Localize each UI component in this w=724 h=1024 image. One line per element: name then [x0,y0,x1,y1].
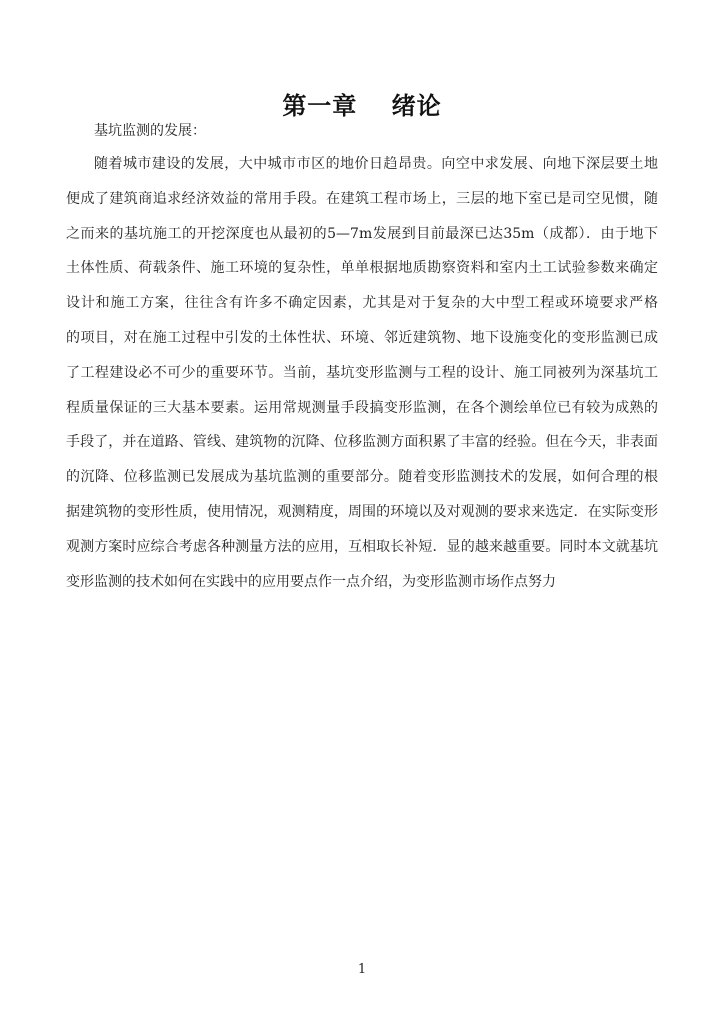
paragraph-line: 据建筑物的变形性质，使用情况，观测精度，周围的环境以及对观测的要求来选定．在实际变形 [66,503,658,520]
paragraph-line: 的沉降、位移监测已发展成为基坑监测的重要部分。随着变形监测技术的发展，如何合理的根 [66,469,658,486]
paragraph-line: 之而来的基坑施工的开挖深度也从最初的5—7m发展到目前最深已达35m（成都）．由于地下 [66,225,658,242]
paragraph-line: 变形监测的技术如何在实践中的应用要点作一点介绍，为变形监测市场作点努力 [66,573,556,590]
paragraph-line: 随着城市建设的发展，大中城市市区的地价日趋昂贵。向空中求发展、向地下深层要土地 [94,156,658,172]
paragraph-line: 设计和施工方案，往往含有许多不确定因素，尤其是对于复杂的大中型工程或环境要求严格 [66,295,658,312]
paragraph-line: 了工程建设必不可少的重要环节。当前，基坑变形监测与工程的设计、施工同被列为深基坑工 [66,364,658,381]
section-heading: 基坑监测的发展： [94,123,206,139]
paragraph-line: 的项目，对在施工过程中引发的土体性状、环境、邻近建筑物、地下设施变化的变形监测已成 [66,329,658,346]
paragraph-line: 便成了建筑商追求经济效益的常用手段。在建筑工程市场上，三层的地下室已是司空见惯，随 [66,190,658,207]
body-paragraph [66,152,658,604]
page-number: 1 [357,962,367,977]
paragraph-line: 观测方案时应综合考虑各种测量方法的应用，互相取长补短．显的越来越重要。同时本文就基坑 [66,538,658,555]
chapter-title: 第一章 绪论 [282,92,442,120]
paragraph-line: 程质量保证的三大基本要素。运用常规测量手段搞变形监测，在各个测绘单位已有较为成熟的 [66,399,658,416]
paragraph-line: 手段了，并在道路、管线、建筑物的沉降、位移监测方面积累了丰富的经验。但在今天，非表面 [66,434,658,451]
paragraph-line: 土体性质、荷载条件、施工环境的复杂性，单单根据地质勘察资料和室内土工试验参数来确定 [66,260,658,277]
